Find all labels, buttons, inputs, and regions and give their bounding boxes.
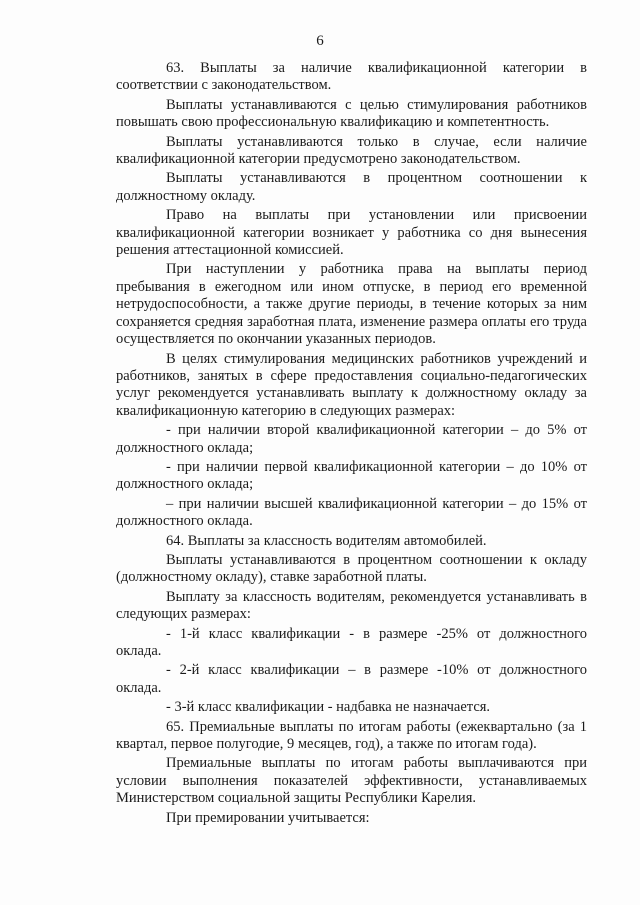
list-item: - 1-й класс квалификации - в размере -25% от должностного оклада.	[116, 625, 587, 659]
list-item: - 2-й класс квалификации – в размере -10% от должностного оклада.	[116, 662, 587, 696]
paragraph: Выплаты устанавливаются в процентном соотношении к должностному окладу.	[116, 170, 587, 204]
paragraph: Премиальные выплаты по итогам работы выплачиваются при условии выполнения показателей эффективности, устанавливаемых Министерством социальной защиты Республики Карелия.	[116, 755, 587, 807]
list-item: - при наличии первой квалификационной категории – до 10% от должностного оклада;	[116, 458, 587, 493]
list-item: - при наличии второй квалификационной категории – до 5% от должностного оклада;	[116, 422, 587, 456]
paragraph: Выплаты устанавливаются с целью стимулирования работников повышать свою профессиональную квалификацию и компетентность.	[116, 96, 587, 131]
list-item: – при наличии высшей квалификационной категории – до 15% от должностного оклада.	[116, 495, 587, 530]
page-number: 6	[316, 33, 324, 49]
paragraph: Право на выплаты при установлении или присвоении квалификационной категории возникает у работника со дня вынесения решения аттестационной комиссией.	[116, 207, 587, 259]
paragraph: В целях стимулирования медицинских работников учреждений и работников, занятых в сфере предоставления социально-педагогических услуг рекомендуется устанавливать выплату к должностному окладу за квалификационную категорию в следующих размерах:	[116, 350, 587, 419]
paragraph-65-heading: 65. Премиальные выплаты по итогам работы (ежеквартально (за 1 квартал, первое полугодие, 9 месяцев, год), а также по итогам года).	[116, 718, 587, 753]
paragraph-64-heading: 64. Выплаты за классность водителям автомобилей.	[166, 532, 487, 549]
paragraph: Выплаты устанавливаются только в случае, если наличие квалификационной категории предусмотрено законодательством.	[116, 133, 587, 168]
list-item: - 3-й класс квалификации - надбавка не назначается.	[166, 699, 491, 716]
document-body	[116, 60, 587, 829]
paragraph: При премировании учитывается:	[166, 809, 370, 826]
paragraph: Выплаты устанавливаются в процентном соотношении к окладу (должностному окладу), ставке заработной платы.	[116, 551, 587, 586]
paragraph: Выплату за классность водителям, рекомендуется устанавливать в следующих размерах:	[116, 588, 587, 623]
paragraph-63-heading: 63. Выплаты за наличие квалификационной категории в соответствии с законодательством.	[116, 60, 587, 94]
paragraph: При наступлении у работника права на выплаты период пребывания в ежегодном или ином отпуске, в период его временной нетрудоспособности, а также другие периоды, в течение которых за ним сохраняется средняя заработная плата, изменение размера оплаты его труда осуществляется по окончании указанных периодов.	[116, 261, 587, 348]
